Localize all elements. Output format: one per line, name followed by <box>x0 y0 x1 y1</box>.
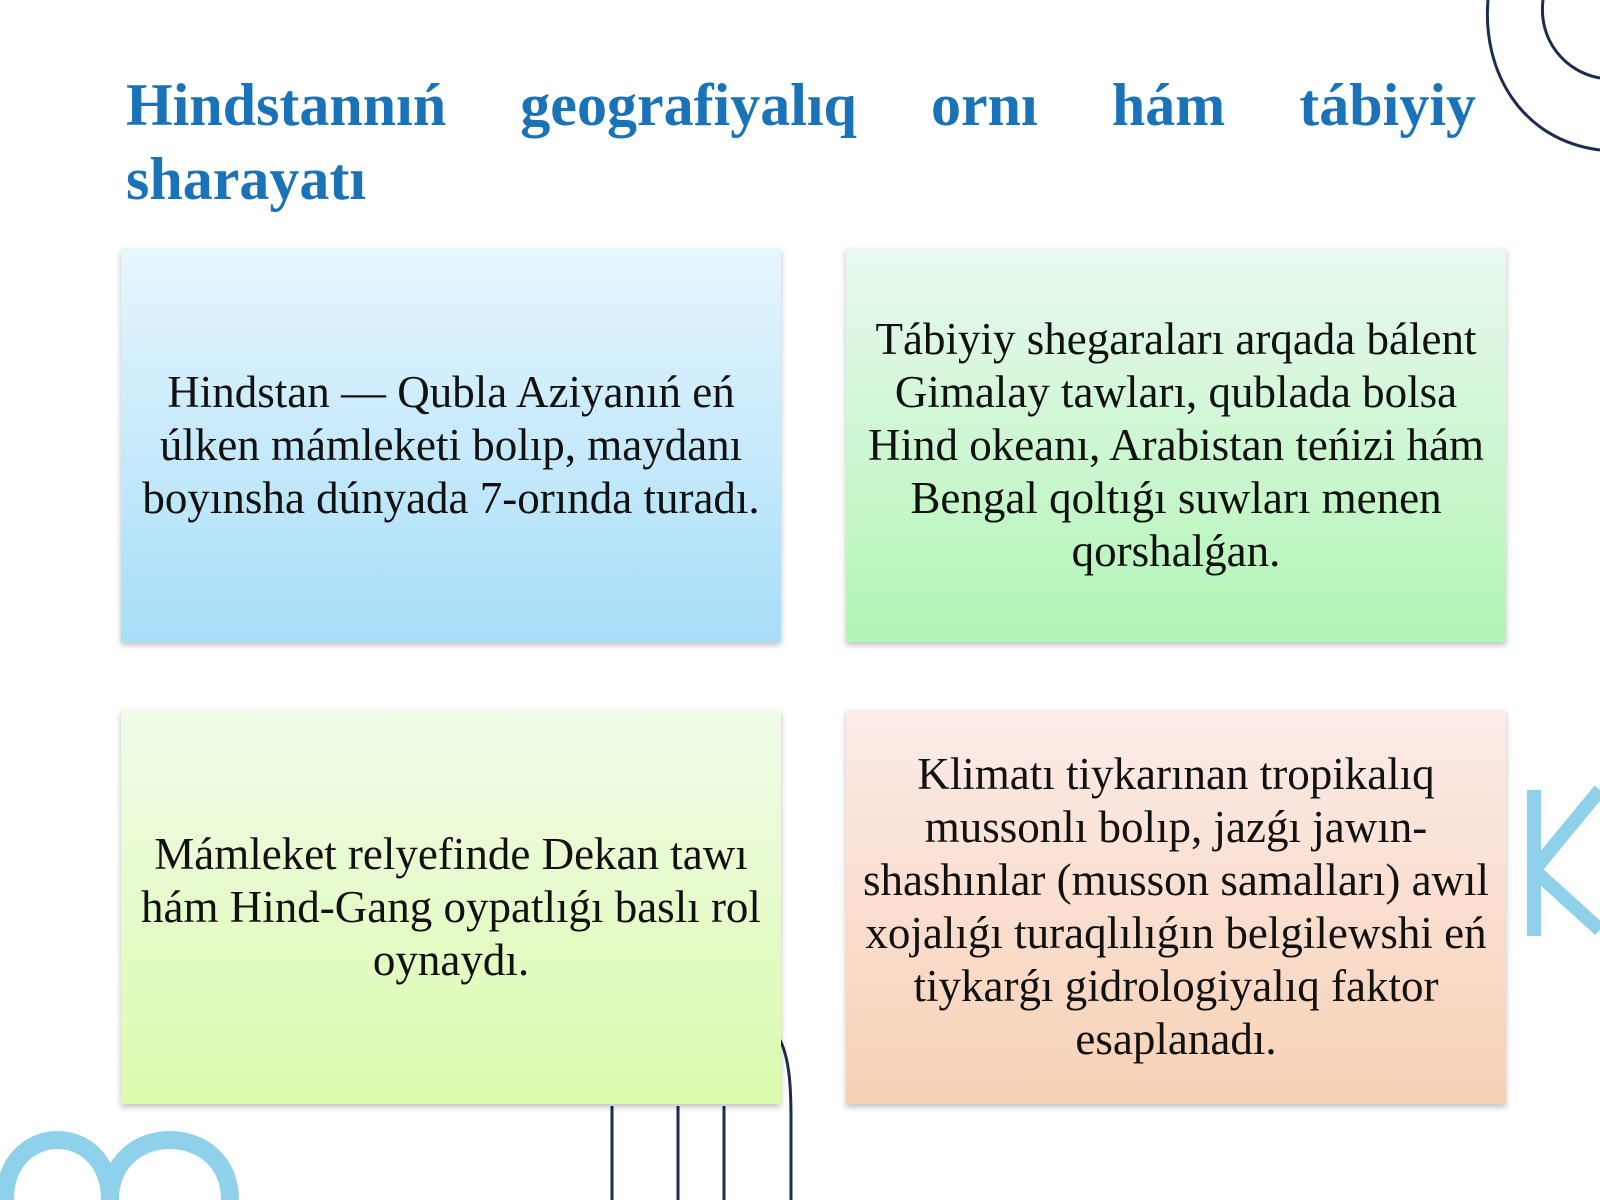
card-text-borders: Tábiyiy shegaraları arqada bálent Gimalay tawları, qublada bolsa Hind okeanı, Arabistan teńizi hám Bengal qoltıǵı suwları menen qorshalǵan. <box>867 313 1485 576</box>
info-card-area <box>121 248 781 642</box>
card-text-climate: Klimatı tiykarınan tropikalıq mussonlı bolıp, jazǵı jawın-shashınlar (musson samalları) awıl xojalıǵı turaqlılıǵın belgilewshi eń tiykarǵı gidrologiyalıq faktor esaplanadı. <box>862 749 1490 1064</box>
card-text-relief: Mámleket relyefinde Dekan tawı hám Hind-Gang oypatlıǵı baslı rol oynaydı. <box>141 828 761 985</box>
slide-title: Hindstannıń geografiyalıq ornı hám tábiyiy sharayatı <box>126 72 1476 212</box>
decor-k-shape <box>1534 790 1600 936</box>
decor-waves <box>5 1140 230 1200</box>
decor-arc-outer <box>1487 0 1600 150</box>
info-card-relief <box>121 710 781 1104</box>
decor-arc-inner <box>1542 0 1600 78</box>
info-card-borders <box>846 248 1506 642</box>
decor-curve <box>780 1040 791 1200</box>
decor-vertical-lines <box>612 1106 724 1200</box>
info-card-climate <box>846 710 1506 1104</box>
card-text-area: Hindstan — Qubla Aziyanıń eń úlken mámleketi bolıp, maydanı boyınsha dúnyada 7-orında turadı. <box>142 366 760 523</box>
